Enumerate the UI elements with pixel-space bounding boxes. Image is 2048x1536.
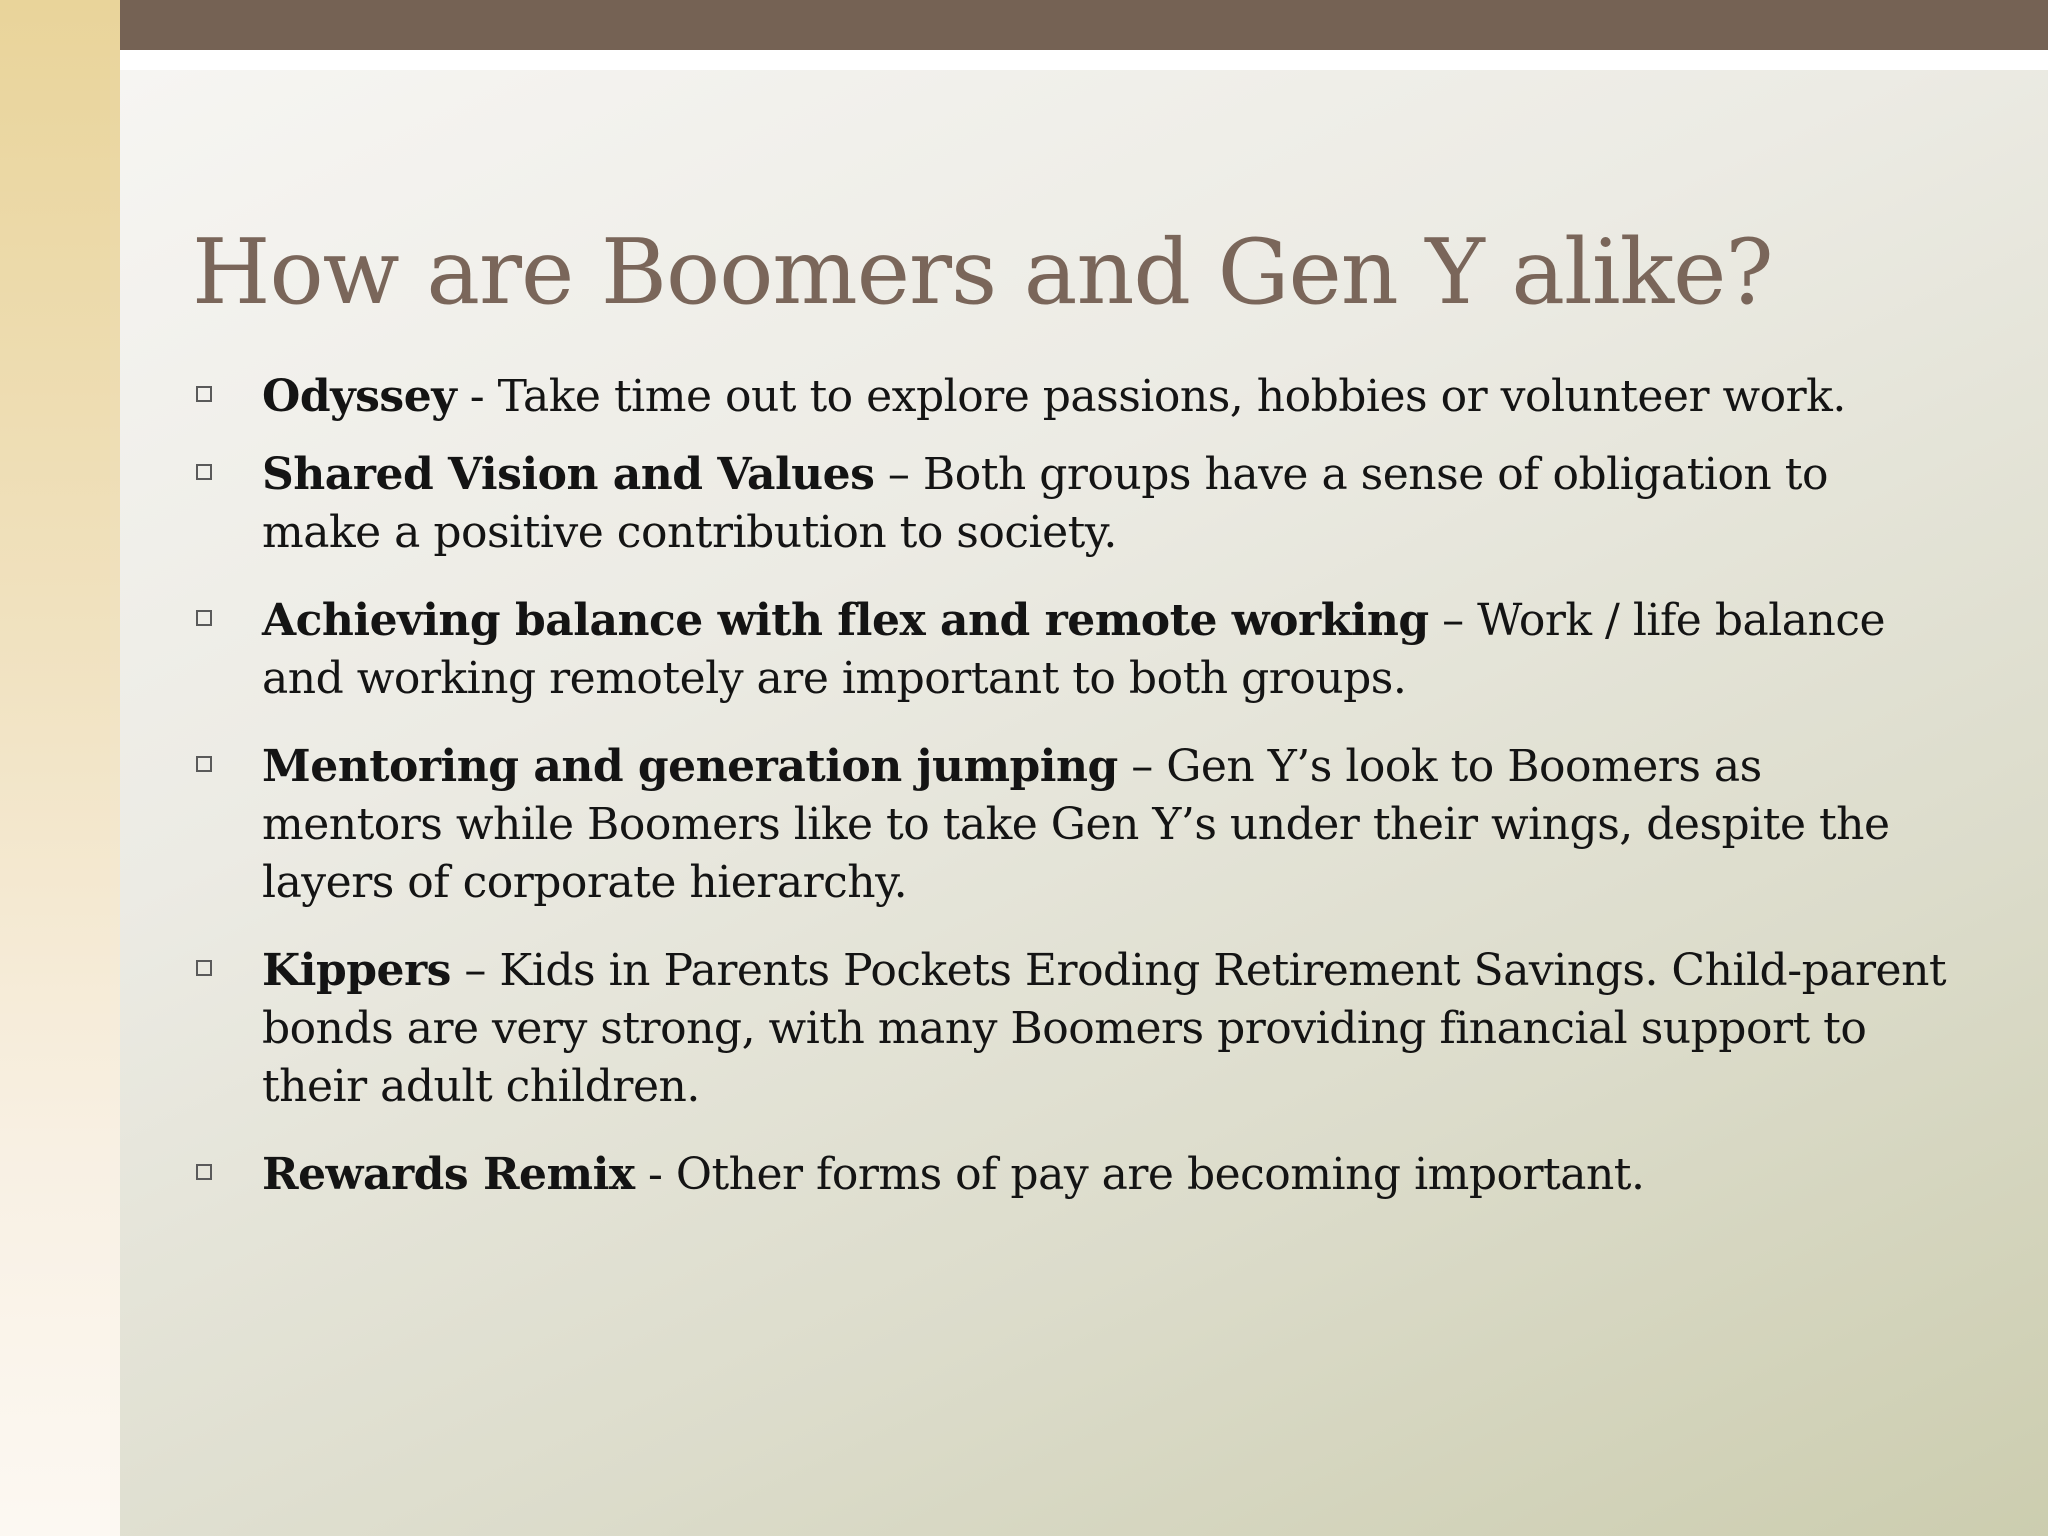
hollow-square-bullet-icon bbox=[196, 1164, 212, 1180]
hollow-square-bullet-icon bbox=[196, 610, 212, 626]
hollow-square-bullet-icon bbox=[196, 756, 212, 772]
bullet-term: Kippers bbox=[262, 945, 451, 996]
bullet-item-achieving-balance bbox=[192, 592, 1952, 708]
bullet-text: Other forms of pay are becoming important. bbox=[675, 1149, 1645, 1200]
bullet-item-kippers bbox=[192, 942, 1952, 1116]
bullet-text: Kids in Parents Pockets Eroding Retirement Savings. Child-parent bonds are very strong, with many Boomers providing financial support to their adult children. bbox=[262, 945, 1947, 1112]
bullet-text: Work / life balance and working remotely are important to both groups. bbox=[262, 595, 1886, 704]
bullet-item-odyssey bbox=[192, 368, 1952, 426]
bullet-term: Rewards Remix bbox=[262, 1149, 635, 1200]
bullet-term: Mentoring and generation jumping bbox=[262, 741, 1118, 792]
hollow-square-bullet-icon bbox=[196, 960, 212, 976]
bullet-separator: – bbox=[1117, 741, 1167, 792]
bullet-term: Achieving balance with flex and remote working bbox=[262, 595, 1429, 646]
bullet-text: Both groups have a sense of obligation to make a positive contribution to society. bbox=[262, 449, 1828, 558]
bullet-text: Take time out to explore passions, hobbies or volunteer work. bbox=[497, 371, 1846, 422]
bullet-separator: - bbox=[456, 371, 498, 422]
bullet-text: Gen Y’s look to Boomers as mentors while Boomers like to take Gen Y’s under their wings, despite the layers of corporate hierarchy. bbox=[262, 741, 1890, 908]
bullet-separator: – bbox=[874, 449, 923, 500]
slide-title: How are Boomers and Gen Y alike? bbox=[192, 220, 1773, 325]
top-accent-bar bbox=[120, 0, 2048, 50]
bullet-item-mentoring bbox=[192, 738, 1952, 912]
bullet-separator: - bbox=[634, 1149, 676, 1200]
hollow-square-bullet-icon bbox=[196, 464, 212, 480]
bullet-item-shared-vision bbox=[192, 446, 1952, 562]
bullet-term: Shared Vision and Values bbox=[262, 449, 875, 500]
bullet-separator: – bbox=[450, 945, 500, 996]
bullet-separator: – bbox=[1428, 595, 1478, 646]
bullet-list bbox=[192, 368, 1952, 1224]
bullet-item-rewards-remix bbox=[192, 1146, 1952, 1204]
hollow-square-bullet-icon bbox=[196, 386, 212, 402]
left-accent-strip bbox=[0, 0, 120, 1536]
top-divider-gap bbox=[120, 50, 2048, 70]
bullet-term: Odyssey bbox=[262, 371, 457, 422]
